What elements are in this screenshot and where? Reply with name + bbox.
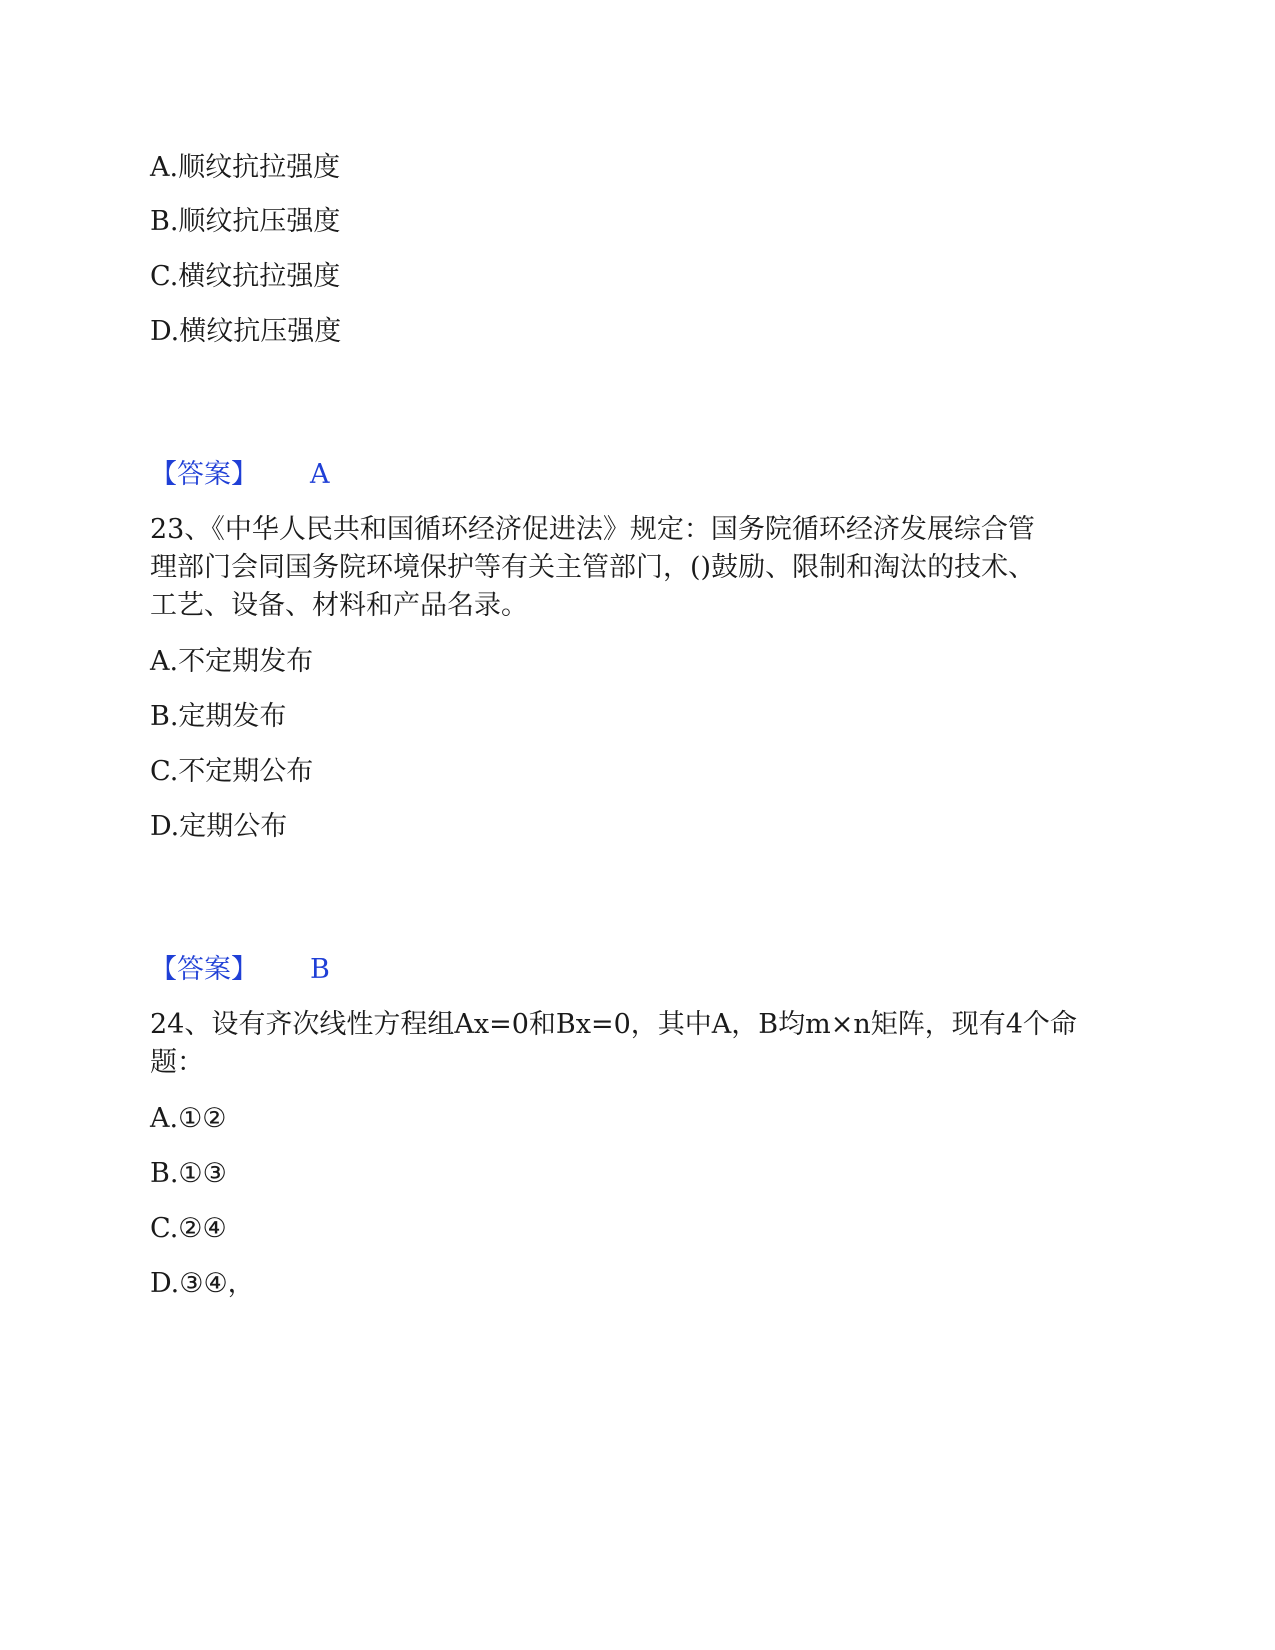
answer-value: A bbox=[310, 459, 330, 490]
answer-value: B bbox=[310, 954, 330, 985]
answer-label: 【答案】 bbox=[150, 954, 258, 985]
q23-stem-line-1: 23、《中华人民共和国循环经济促进法》规定：国务院循环经济发展综合管 bbox=[150, 514, 1035, 545]
q24-option-b: B.①③ bbox=[150, 1158, 227, 1189]
q22-option-b: B.顺纹抗压强度 bbox=[150, 206, 341, 237]
q23-answer bbox=[150, 950, 330, 990]
q24-stem-line-2: 题： bbox=[150, 1047, 204, 1078]
q23-stem-line-2: 理部门会同国务院环境保护等有关主管部门，()鼓励、限制和淘汰的技术、 bbox=[150, 552, 1036, 583]
q23-stem-line-3: 工艺、设备、材料和产品名录。 bbox=[150, 590, 528, 621]
answer-label: 【答案】 bbox=[150, 459, 258, 490]
q23-option-d: D.定期公布 bbox=[150, 811, 288, 842]
q22-option-a: A.顺纹抗拉强度 bbox=[150, 152, 341, 183]
q23-option-c: C.不定期公布 bbox=[150, 756, 314, 787]
q22-answer bbox=[150, 455, 330, 495]
q24-option-d: D.③④， bbox=[150, 1268, 255, 1299]
q23-option-b: B.定期发布 bbox=[150, 701, 287, 732]
q24-stem-line-1: 24、设有齐次线性方程组Ax=0和Bx=0，其中A，B均m×n矩阵，现有4个命 bbox=[150, 1009, 1077, 1040]
q23-option-a: A.不定期发布 bbox=[150, 646, 314, 677]
q24-option-a: A.①② bbox=[150, 1103, 227, 1134]
q22-option-c: C.横纹抗拉强度 bbox=[150, 261, 341, 292]
q22-option-d: D.横纹抗压强度 bbox=[150, 316, 342, 347]
q24-option-c: C.②④ bbox=[150, 1213, 227, 1244]
